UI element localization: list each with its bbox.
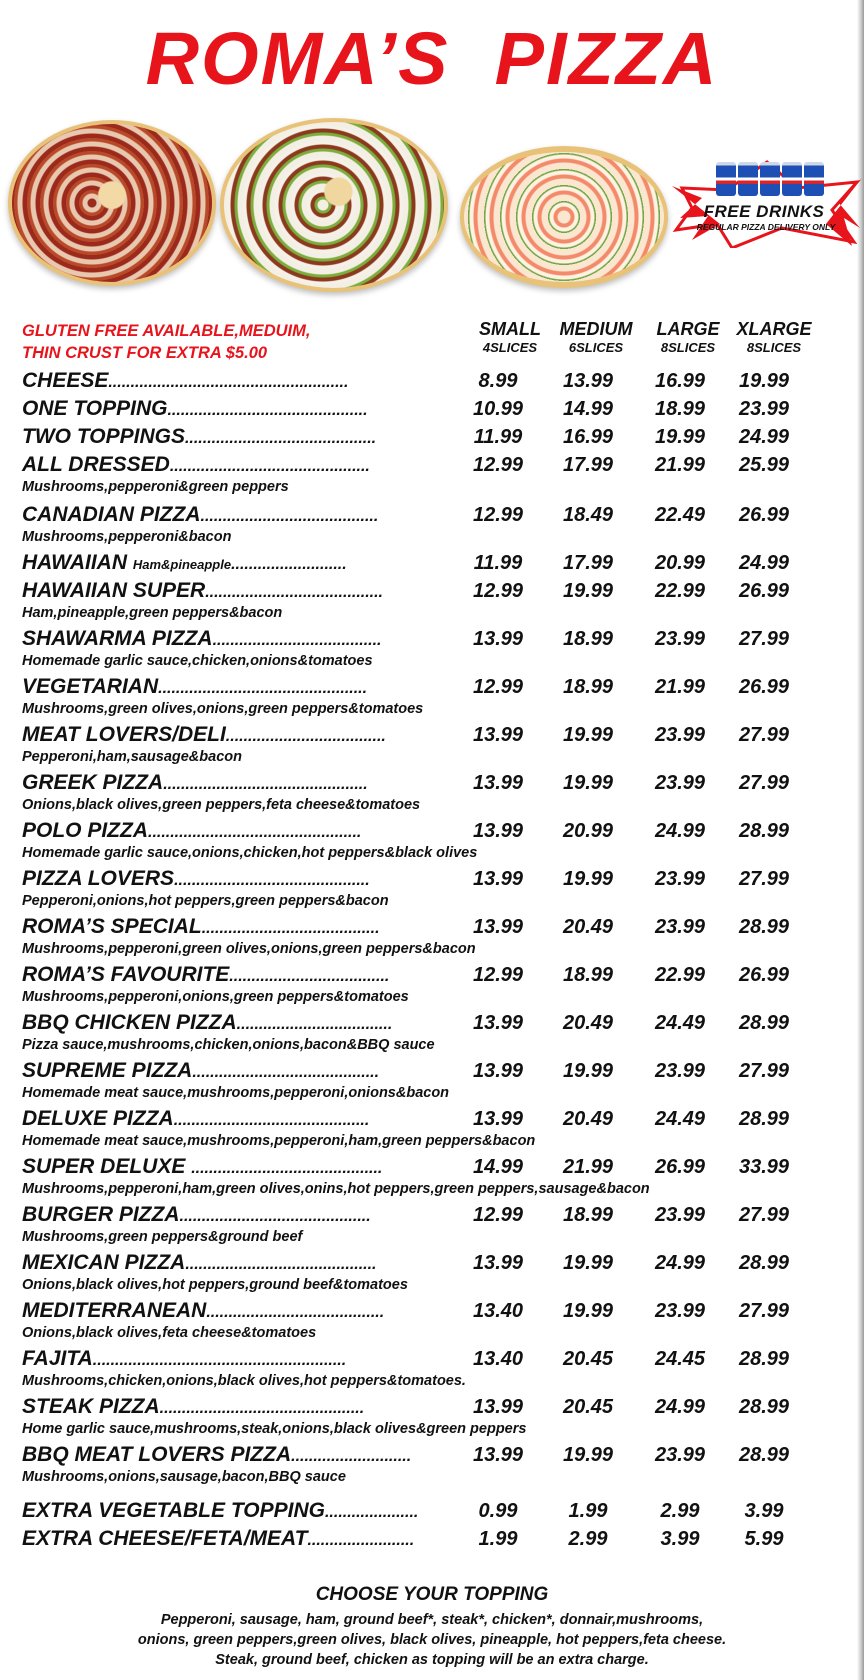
price-xlarge: 27.99 xyxy=(738,772,790,794)
price-large: 18.99 xyxy=(654,398,706,420)
menu-item-name xyxy=(22,502,378,530)
menu-item-name xyxy=(22,368,348,396)
menu-item-description: Ham,pineapple,green peppers&bacon xyxy=(22,605,283,621)
leader-dots: ......................................................... xyxy=(92,1352,347,1369)
price-small: 1.99 xyxy=(478,1528,518,1550)
menu-item xyxy=(22,962,842,988)
price-medium: 18.99 xyxy=(562,964,614,986)
menu-item xyxy=(22,674,842,700)
leader-dots: ...................................................... xyxy=(108,374,349,391)
menu-item-description: Pizza sauce,mushrooms,chicken,onions,bacon&BBQ sauce xyxy=(22,1037,435,1053)
toppings-line-3: Steak, ground beef, chicken as topping will be an extra charge. xyxy=(215,1652,649,1668)
menu-item-title: STEAK PIZZA xyxy=(22,1395,160,1418)
soda-can-icon xyxy=(782,162,802,196)
price-xlarge: 27.99 xyxy=(738,1060,790,1082)
menu-item-title: EXTRA CHEESE/FETA/MEAT xyxy=(22,1527,308,1550)
menu-item-description: Mushrooms,pepperoni,onions,green peppers&tomatoes xyxy=(22,989,409,1005)
price-medium: 20.49 xyxy=(562,1108,614,1130)
menu-item-name xyxy=(22,550,347,578)
price-medium: 20.45 xyxy=(562,1396,614,1418)
menu-item-name xyxy=(22,1106,369,1134)
price-xlarge: 28.99 xyxy=(738,1348,790,1370)
price-medium: 14.99 xyxy=(562,398,614,420)
price-small: 14.99 xyxy=(472,1156,524,1178)
price-medium: 20.99 xyxy=(562,820,614,842)
price-medium: 20.49 xyxy=(562,1012,614,1034)
menu-item-name xyxy=(22,818,361,846)
menu-item-title: CHEESE xyxy=(22,369,109,392)
price-medium: 19.99 xyxy=(562,1300,614,1322)
price-xlarge: 24.99 xyxy=(738,552,790,574)
price-xlarge: 27.99 xyxy=(738,868,790,890)
gluten-note-line1: GLUTEN FREE AVAILABLE,MEDUIM, xyxy=(22,322,311,340)
menu-item-title: BURGER PIZZA xyxy=(22,1203,180,1226)
menu-item xyxy=(22,1442,842,1468)
leader-dots: ............................................... xyxy=(158,680,368,697)
menu-item xyxy=(22,1154,842,1180)
menu-item-name xyxy=(22,1010,392,1038)
leader-dots: ............................................. xyxy=(169,458,370,475)
price-large: 22.99 xyxy=(654,580,706,602)
leader-dots: .......................... xyxy=(231,556,347,573)
menu-item-title: ALL DRESSED xyxy=(22,453,170,476)
menu-item-description: Mushrooms,onions,sausage,bacon,BBQ sauce xyxy=(22,1469,346,1485)
menu-item-name xyxy=(22,866,370,894)
price-medium: 19.99 xyxy=(562,580,614,602)
price-medium: 16.99 xyxy=(562,426,614,448)
price-xlarge: 33.99 xyxy=(738,1156,790,1178)
menu-item-description: Pepperoni,ham,sausage&bacon xyxy=(22,749,242,765)
menu-item-name xyxy=(22,770,368,798)
menu-item-title: EXTRA VEGETABLE TOPPING xyxy=(22,1499,325,1522)
price-large: 23.99 xyxy=(654,1300,706,1322)
restaurant-title: ROMA’S PIZZA xyxy=(145,17,719,100)
price-small: 13.99 xyxy=(472,1252,524,1274)
menu-item-description: Homemade garlic sauce,chicken,onions&tomatoes xyxy=(22,653,373,669)
price-large: 23.99 xyxy=(654,628,706,650)
leader-dots: ........................... xyxy=(291,1448,412,1465)
price-medium: 18.49 xyxy=(562,504,614,526)
menu-item-description: Homemade meat sauce,mushrooms,pepperoni,ham,green peppers&bacon xyxy=(22,1133,536,1149)
price-medium: 19.99 xyxy=(562,772,614,794)
menu-item-name xyxy=(22,1498,418,1526)
soda-can-icon xyxy=(716,162,736,196)
menu-item-inline-desc: Ham&pineapple xyxy=(132,557,232,572)
price-xlarge: 19.99 xyxy=(738,370,790,392)
price-small: 11.99 xyxy=(473,426,523,448)
price-large: 23.99 xyxy=(654,868,706,890)
menu-item-description: Homemade meat sauce,mushrooms,pepperoni,onions&bacon xyxy=(22,1085,450,1101)
price-xlarge: 27.99 xyxy=(738,628,790,650)
free-drinks-condition: REGULAR PIZZA DELIVERY ONLY xyxy=(696,222,836,232)
price-medium: 20.49 xyxy=(562,916,614,938)
menu-item xyxy=(22,770,842,796)
leader-dots: ........................................ xyxy=(206,1304,385,1321)
menu-item xyxy=(22,1298,842,1324)
price-small: 13.99 xyxy=(472,772,524,794)
free-drinks-label: FREE DRINKS xyxy=(703,202,825,221)
menu-item-name xyxy=(22,962,389,990)
menu-item-description: Mushrooms,chicken,onions,black olives,hot peppers&tomatoes. xyxy=(22,1373,466,1389)
gluten-note-line2: THIN CRUST FOR EXTRA $5.00 xyxy=(22,344,268,362)
menu-item-title: CANADIAN PIZZA xyxy=(22,503,201,526)
menu-item-description: Mushrooms,pepperoni&green peppers xyxy=(22,479,289,495)
leader-dots: ............................................ xyxy=(173,1112,370,1129)
page-edge xyxy=(857,0,864,1680)
menu-item xyxy=(22,452,842,478)
price-small: 8.99 xyxy=(478,370,518,392)
price-medium: 17.99 xyxy=(562,552,614,574)
price-xlarge: 25.99 xyxy=(738,454,790,476)
price-xlarge: 28.99 xyxy=(738,916,790,938)
menu-item-title: DELUXE PIZZA xyxy=(22,1107,174,1130)
leader-dots: ........................................... xyxy=(184,430,377,447)
price-large: 3.99 xyxy=(660,1528,700,1550)
price-small: 13.99 xyxy=(472,1396,524,1418)
menu-item-name xyxy=(22,674,367,702)
menu-item xyxy=(22,818,842,844)
menu-item-title: FAJITA xyxy=(22,1347,93,1370)
toppings-title: CHOOSE YOUR TOPPING xyxy=(315,1584,549,1605)
leader-dots: ........................................ xyxy=(201,920,380,937)
leader-dots: .................................... xyxy=(229,968,390,985)
menu-item xyxy=(22,502,842,528)
menu-item-name xyxy=(22,1154,382,1182)
leader-dots: ..................... xyxy=(324,1504,419,1521)
leader-dots: ........................................... xyxy=(185,1256,377,1273)
menu-item-description: Onions,black olives,hot peppers,ground beef&tomatoes xyxy=(22,1277,408,1293)
menu-item-description: Mushrooms,pepperoni,green olives,onions,green peppers&bacon xyxy=(22,941,476,957)
menu-item xyxy=(22,626,842,652)
price-small: 12.99 xyxy=(472,1204,524,1226)
price-large: 26.99 xyxy=(654,1156,706,1178)
menu-item xyxy=(22,550,842,576)
menu-item-description: Pepperoni,onions,hot peppers,green peppers&bacon xyxy=(22,893,389,909)
menu-item-name xyxy=(22,452,370,480)
price-large: 23.99 xyxy=(654,916,706,938)
menu-item-title: BBQ CHICKEN PIZZA xyxy=(22,1011,237,1034)
price-large: 19.99 xyxy=(654,426,706,448)
menu-item-description: Mushrooms,pepperoni,ham,green olives,onins,hot peppers,green peppers,sausage&bacon xyxy=(22,1181,650,1197)
leader-dots: ................................................ xyxy=(148,824,362,841)
price-medium: 19.99 xyxy=(562,1252,614,1274)
price-small: 12.99 xyxy=(472,676,524,698)
leader-dots: ............................................ xyxy=(174,872,370,889)
menu-item xyxy=(22,914,842,940)
price-large: 20.99 xyxy=(654,552,706,574)
menu-item-title: BBQ MEAT LOVERS PIZZA xyxy=(22,1443,292,1466)
toppings-line-2: onions, green peppers,green olives, black olives, pineapple, hot peppers,feta cheese. xyxy=(137,1632,727,1648)
menu-item xyxy=(22,368,842,394)
leader-dots: .............................................. xyxy=(163,776,368,793)
price-medium: 19.99 xyxy=(562,868,614,890)
price-medium: 19.99 xyxy=(562,1060,614,1082)
price-large: 23.99 xyxy=(654,1060,706,1082)
menu-item-title: SHAWARMA PIZZA xyxy=(22,627,213,650)
menu-item-title: POLO PIZZA xyxy=(22,819,148,842)
menu-item-description: Onions,black olives,feta cheese&tomatoes xyxy=(22,1325,317,1341)
price-large: 23.99 xyxy=(654,724,706,746)
price-small: 13.99 xyxy=(472,1444,524,1466)
price-large: 21.99 xyxy=(654,676,706,698)
price-xlarge: 27.99 xyxy=(738,724,790,746)
leader-dots: .......................................... xyxy=(192,1064,380,1081)
menu-item-name xyxy=(22,1298,384,1326)
price-medium: 2.99 xyxy=(568,1528,608,1550)
price-xlarge: 24.99 xyxy=(738,426,790,448)
price-medium: 18.99 xyxy=(562,628,614,650)
menu-item-title: GREEK PIZZA xyxy=(22,771,164,794)
menu-item xyxy=(22,722,842,748)
price-small: 13.99 xyxy=(472,628,524,650)
menu-item xyxy=(22,1526,842,1552)
price-small: 12.99 xyxy=(472,504,524,526)
price-xlarge: 23.99 xyxy=(738,398,790,420)
menu-item-name xyxy=(22,1346,346,1374)
menu-item-description: Homemade garlic sauce,onions,chicken,hot peppers&black olives xyxy=(22,845,478,861)
price-large: 16.99 xyxy=(654,370,706,392)
menu-item-title: SUPER DELUXE xyxy=(22,1155,192,1178)
price-large: 22.49 xyxy=(654,504,706,526)
price-large: 22.99 xyxy=(654,964,706,986)
column-header-medium: MEDIUM 6SLICES xyxy=(559,319,633,355)
menu-item-name xyxy=(22,1058,379,1086)
price-large: 24.49 xyxy=(654,1012,706,1034)
menu-item-name xyxy=(22,396,368,424)
menu-item xyxy=(22,1498,842,1524)
price-xlarge: 26.99 xyxy=(738,964,790,986)
price-large: 21.99 xyxy=(654,454,706,476)
price-small: 11.99 xyxy=(473,552,523,574)
menu-item xyxy=(22,1058,842,1084)
price-large: 24.45 xyxy=(654,1348,706,1370)
menu-item xyxy=(22,1202,842,1228)
soda-can-icon xyxy=(738,162,758,196)
price-small: 13.40 xyxy=(472,1348,524,1370)
leader-dots: ........................ xyxy=(307,1532,415,1549)
price-xlarge: 28.99 xyxy=(738,1252,790,1274)
menu-item-description: Home garlic sauce,mushrooms,steak,onions,black olives&green peppers xyxy=(22,1421,527,1437)
menu-item-title: ROMA’S FAVOURITE xyxy=(22,963,230,986)
price-xlarge: 28.99 xyxy=(738,1108,790,1130)
price-xlarge: 28.99 xyxy=(738,1396,790,1418)
menu-item-title: MEXICAN PIZZA xyxy=(22,1251,186,1274)
menu-item-name xyxy=(22,722,386,750)
price-xlarge: 28.99 xyxy=(738,1444,790,1466)
leader-dots: ........................................ xyxy=(200,508,379,525)
menu-item xyxy=(22,424,842,450)
leader-dots: ...................................... xyxy=(212,632,382,649)
menu-item-title: HAWAIIAN SUPER xyxy=(22,579,206,602)
price-small: 10.99 xyxy=(472,398,524,420)
price-xlarge: 27.99 xyxy=(738,1204,790,1226)
price-small: 13.99 xyxy=(472,1060,524,1082)
price-xlarge: 28.99 xyxy=(738,820,790,842)
soda-cans xyxy=(716,162,824,196)
price-xlarge: 3.99 xyxy=(744,1500,784,1522)
price-medium: 13.99 xyxy=(562,370,614,392)
menu-item xyxy=(22,1250,842,1276)
price-small: 12.99 xyxy=(472,454,524,476)
price-medium: 18.99 xyxy=(562,676,614,698)
price-medium: 21.99 xyxy=(562,1156,614,1178)
menu-item-title: ROMA’S SPECIAL xyxy=(22,915,202,938)
menu-item xyxy=(22,1394,842,1420)
price-medium: 1.99 xyxy=(568,1500,608,1522)
price-xlarge: 26.99 xyxy=(738,504,790,526)
menu-item xyxy=(22,396,842,422)
pizza-photo-1-toppings xyxy=(12,124,212,282)
menu-item-description: Onions,black olives,green peppers,feta cheese&tomatoes xyxy=(22,797,421,813)
price-small: 13.40 xyxy=(472,1300,524,1322)
leader-dots: ........................................... xyxy=(179,1208,371,1225)
menu-item xyxy=(22,866,842,892)
price-small: 13.99 xyxy=(472,1108,524,1130)
menu-item-description: Mushrooms,green peppers&ground beef xyxy=(22,1229,303,1245)
menu-item xyxy=(22,1106,842,1132)
price-xlarge: 26.99 xyxy=(738,676,790,698)
soda-can-icon xyxy=(760,162,780,196)
price-small: 13.99 xyxy=(472,916,524,938)
price-medium: 17.99 xyxy=(562,454,614,476)
menu-item-description: Mushrooms,pepperoni&bacon xyxy=(22,529,232,545)
menu-item-name xyxy=(22,1202,371,1230)
price-large: 24.99 xyxy=(654,1252,706,1274)
price-small: 13.99 xyxy=(472,868,524,890)
menu-item xyxy=(22,1010,842,1036)
column-header-small: SMALL 4SLICES xyxy=(479,319,541,355)
price-xlarge: 28.99 xyxy=(738,1012,790,1034)
price-small: 13.99 xyxy=(472,724,524,746)
leader-dots: ........................................... xyxy=(191,1160,383,1177)
price-small: 0.99 xyxy=(478,1500,518,1522)
price-xlarge: 27.99 xyxy=(738,1300,790,1322)
gluten-free-note xyxy=(22,320,310,364)
menu-item xyxy=(22,578,842,604)
toppings-line-1: Pepperoni, sausage, ham, ground beef*, steak*, chicken*, donnair,mushrooms, xyxy=(160,1612,704,1628)
menu-item-name xyxy=(22,578,383,606)
price-large: 2.99 xyxy=(660,1500,700,1522)
leader-dots: ........................................ xyxy=(205,584,383,601)
price-small: 13.99 xyxy=(472,1012,524,1034)
price-large: 23.99 xyxy=(654,772,706,794)
menu-item xyxy=(22,1346,842,1372)
price-small: 12.99 xyxy=(472,580,524,602)
price-medium: 19.99 xyxy=(562,1444,614,1466)
menu-item-name xyxy=(22,626,381,654)
menu-item-name xyxy=(22,1442,411,1470)
menu-item-name xyxy=(22,424,376,452)
price-xlarge: 26.99 xyxy=(738,580,790,602)
menu-item-title: PIZZA LOVERS xyxy=(22,867,175,890)
price-small: 12.99 xyxy=(472,964,524,986)
menu-item-title: MEAT LOVERS/DELI xyxy=(22,723,226,746)
column-header-large: LARGE 8SLICES xyxy=(656,319,720,355)
menu-item-title: SUPREME PIZZA xyxy=(22,1059,193,1082)
menu-item-name xyxy=(22,914,380,942)
price-medium: 19.99 xyxy=(562,724,614,746)
price-xlarge: 5.99 xyxy=(744,1528,784,1550)
menu-item-description: Mushrooms,green olives,onions,green peppers&tomatoes xyxy=(22,701,424,717)
pizza-photo-2-toppings xyxy=(224,122,444,288)
leader-dots: ............................................. xyxy=(167,402,368,419)
menu-item-title: TWO TOPPINGS xyxy=(22,425,185,448)
price-medium: 18.99 xyxy=(562,1204,614,1226)
menu-item-title: ONE TOPPING xyxy=(22,397,168,420)
price-large: 24.99 xyxy=(654,820,706,842)
leader-dots: .............................................. xyxy=(159,1400,365,1417)
menu-item-title: HAWAIIAN xyxy=(22,551,127,574)
price-large: 24.49 xyxy=(654,1108,706,1130)
price-large: 24.99 xyxy=(654,1396,706,1418)
price-medium: 20.45 xyxy=(562,1348,614,1370)
price-small: 13.99 xyxy=(472,820,524,842)
menu-item-title: MEDITERRANEAN xyxy=(22,1299,207,1322)
leader-dots: .................................... xyxy=(225,728,386,745)
menu-item-title: VEGETARIAN xyxy=(22,675,159,698)
menu-item-name xyxy=(22,1526,414,1554)
menu-item-name xyxy=(22,1394,364,1422)
menu-item-name xyxy=(22,1250,377,1278)
price-large: 23.99 xyxy=(654,1444,706,1466)
leader-dots: ................................... xyxy=(236,1016,393,1033)
price-large: 23.99 xyxy=(654,1204,706,1226)
soda-can-icon xyxy=(804,162,824,196)
pizza-photo-3-toppings xyxy=(464,152,664,282)
column-header-xlarge: XLARGE 8SLICES xyxy=(736,319,812,355)
